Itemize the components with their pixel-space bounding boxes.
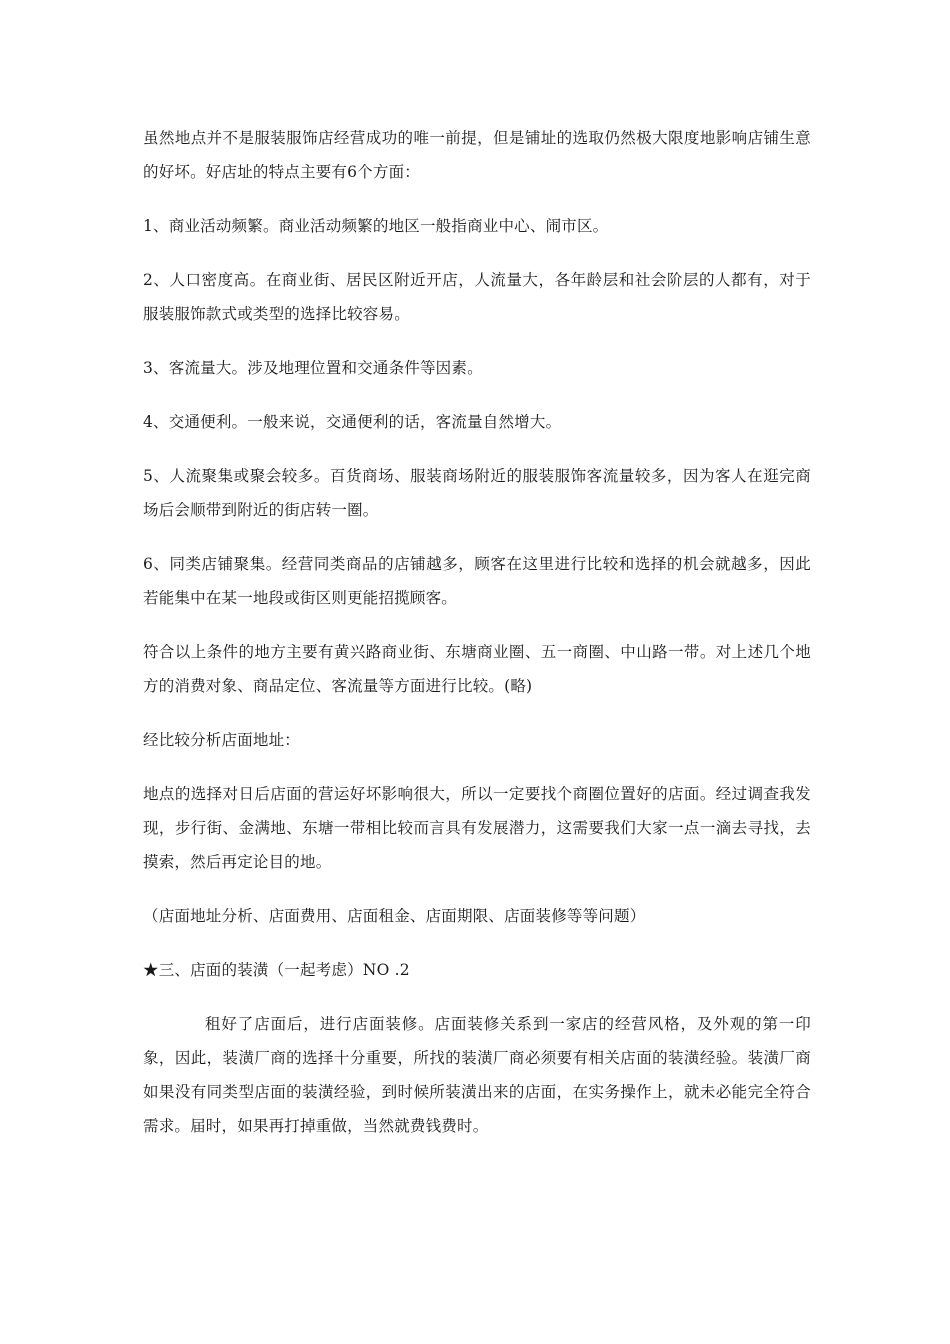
point-6-paragraph: 6、同类店铺聚集。经营同类商品的店铺越多，顾客在这里进行比较和选择的机会就越多，因此若能集中在某一地段或街区则更能招揽顾客。 [143, 555, 811, 607]
point-4-paragraph: 4、交通便利。一般来说，交通便利的话，客流量自然增大。 [143, 413, 562, 431]
intro-paragraph: 虽然地点并不是服装服饰店经营成功的唯一前提，但是铺址的选取仍然极大限度地影响店铺生意的好坏。好店址的特点主要有6个方面： [143, 129, 811, 181]
point-2-paragraph: 2、人口密度高。在商业街、居民区附近开店，人流量大，各年龄层和社会阶层的人都有，对于服装服饰款式或类型的选择比较容易。 [143, 271, 811, 323]
location-choice-paragraph: 地点的选择对日后店面的营运好坏影响很大，所以一定要找个商圈位置好的店面。经过调查我发现，步行街、金满地、东塘一带相比较而言具有发展潜力，这需要我们大家一点一滴去寻找，去摸索，然后再定论目的地。 [143, 785, 811, 871]
candidate-locations-paragraph: 符合以上条件的地方主要有黄兴路商业街、东塘商业圈、五一商圈、中山路一带。对上述几个地方的消费对象、商品定位、客流量等方面进行比较。(略) [143, 643, 811, 695]
point-5-paragraph: 5、人流聚集或聚会较多。百货商场、服装商场附近的服装服饰客流量较多，因为客人在逛完商场后会顺带到附近的街店转一圈。 [143, 467, 811, 519]
point-1-paragraph: 1、商业活动频繁。商业活动频繁的地区一般指商业中心、闹市区。 [143, 217, 609, 235]
location-issues-note: （店面地址分析、店面费用、店面租金、店面期限、店面装修等等问题） [143, 907, 646, 925]
decoration-paragraph: 租好了店面后，进行店面装修。店面装修关系到一家店的经营风格，及外观的第一印象，因此，装潢厂商的选择十分重要，所找的装潢厂商必须要有相关店面的装潢经验。装潢厂商如果没有同类型店面的装潢经验，到时候所装潢出来的店面，在实务操作上，就未必能完全符合需求。届时，如果再打掉重做，当然就费钱费时。 [143, 1015, 811, 1135]
point-3-paragraph: 3、客流量大。涉及地理位置和交通条件等因素。 [143, 359, 483, 377]
document-body [143, 121, 811, 1163]
analysis-heading: 经比较分析店面地址： [143, 731, 301, 749]
section-3-heading: ★三、店面的装潢（一起考虑）NO .2 [143, 961, 410, 979]
